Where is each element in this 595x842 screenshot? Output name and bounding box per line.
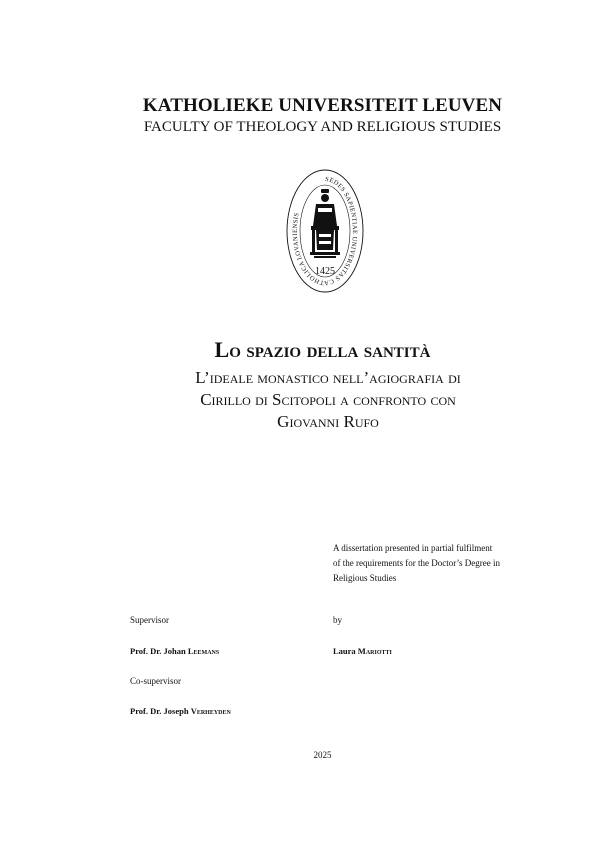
author-first-name: Laura [333,646,356,656]
faculty-name: FACULTY OF THEOLOGY AND RELIGIOUS STUDIES [143,119,502,135]
statement-line: of the requirements for the Doctor’s Degree in [333,558,501,568]
author-name [333,646,392,656]
co-supervisor-name [130,706,231,716]
university-seal-icon [285,168,365,294]
thesis-subtitle [148,367,508,433]
thesis-title: Lo spazio della santità [214,337,431,362]
seal-ring-text: SEDES SAPIENTIAE UNIVERSITAS CATHOLICA LOVANIENSIS [291,175,358,287]
subtitle-line: L’ideale monastico nell’agiografia di [195,368,461,387]
supervisor-name [130,646,219,656]
co-supervisor-prefix: Prof. Dr. Joseph [130,706,189,716]
seal-year: 1425 [315,266,335,277]
author-label: by [333,615,342,625]
statement-line: A dissertation presented in partial fulfilment [333,543,493,553]
subtitle-line: Giovanni Rufo [277,412,379,431]
supervisor-prefix: Prof. Dr. Johan [130,646,186,656]
subtitle-line: Cirillo di Scitopoli a confronto con [200,390,456,409]
co-supervisor-surname: Verheyden [190,706,231,716]
author-surname: Mariotti [357,646,392,656]
supervisor-surname: Leemans [187,646,220,656]
co-supervisor-label: Co-supervisor [130,676,181,686]
submission-year: 2025 [313,750,332,760]
supervisor-label: Supervisor [130,615,169,625]
university-name: KATHOLIEKE UNIVERSITEIT LEUVEN [142,95,503,116]
dissertation-statement [333,541,523,586]
statement-line: Religious Studies [333,573,397,583]
